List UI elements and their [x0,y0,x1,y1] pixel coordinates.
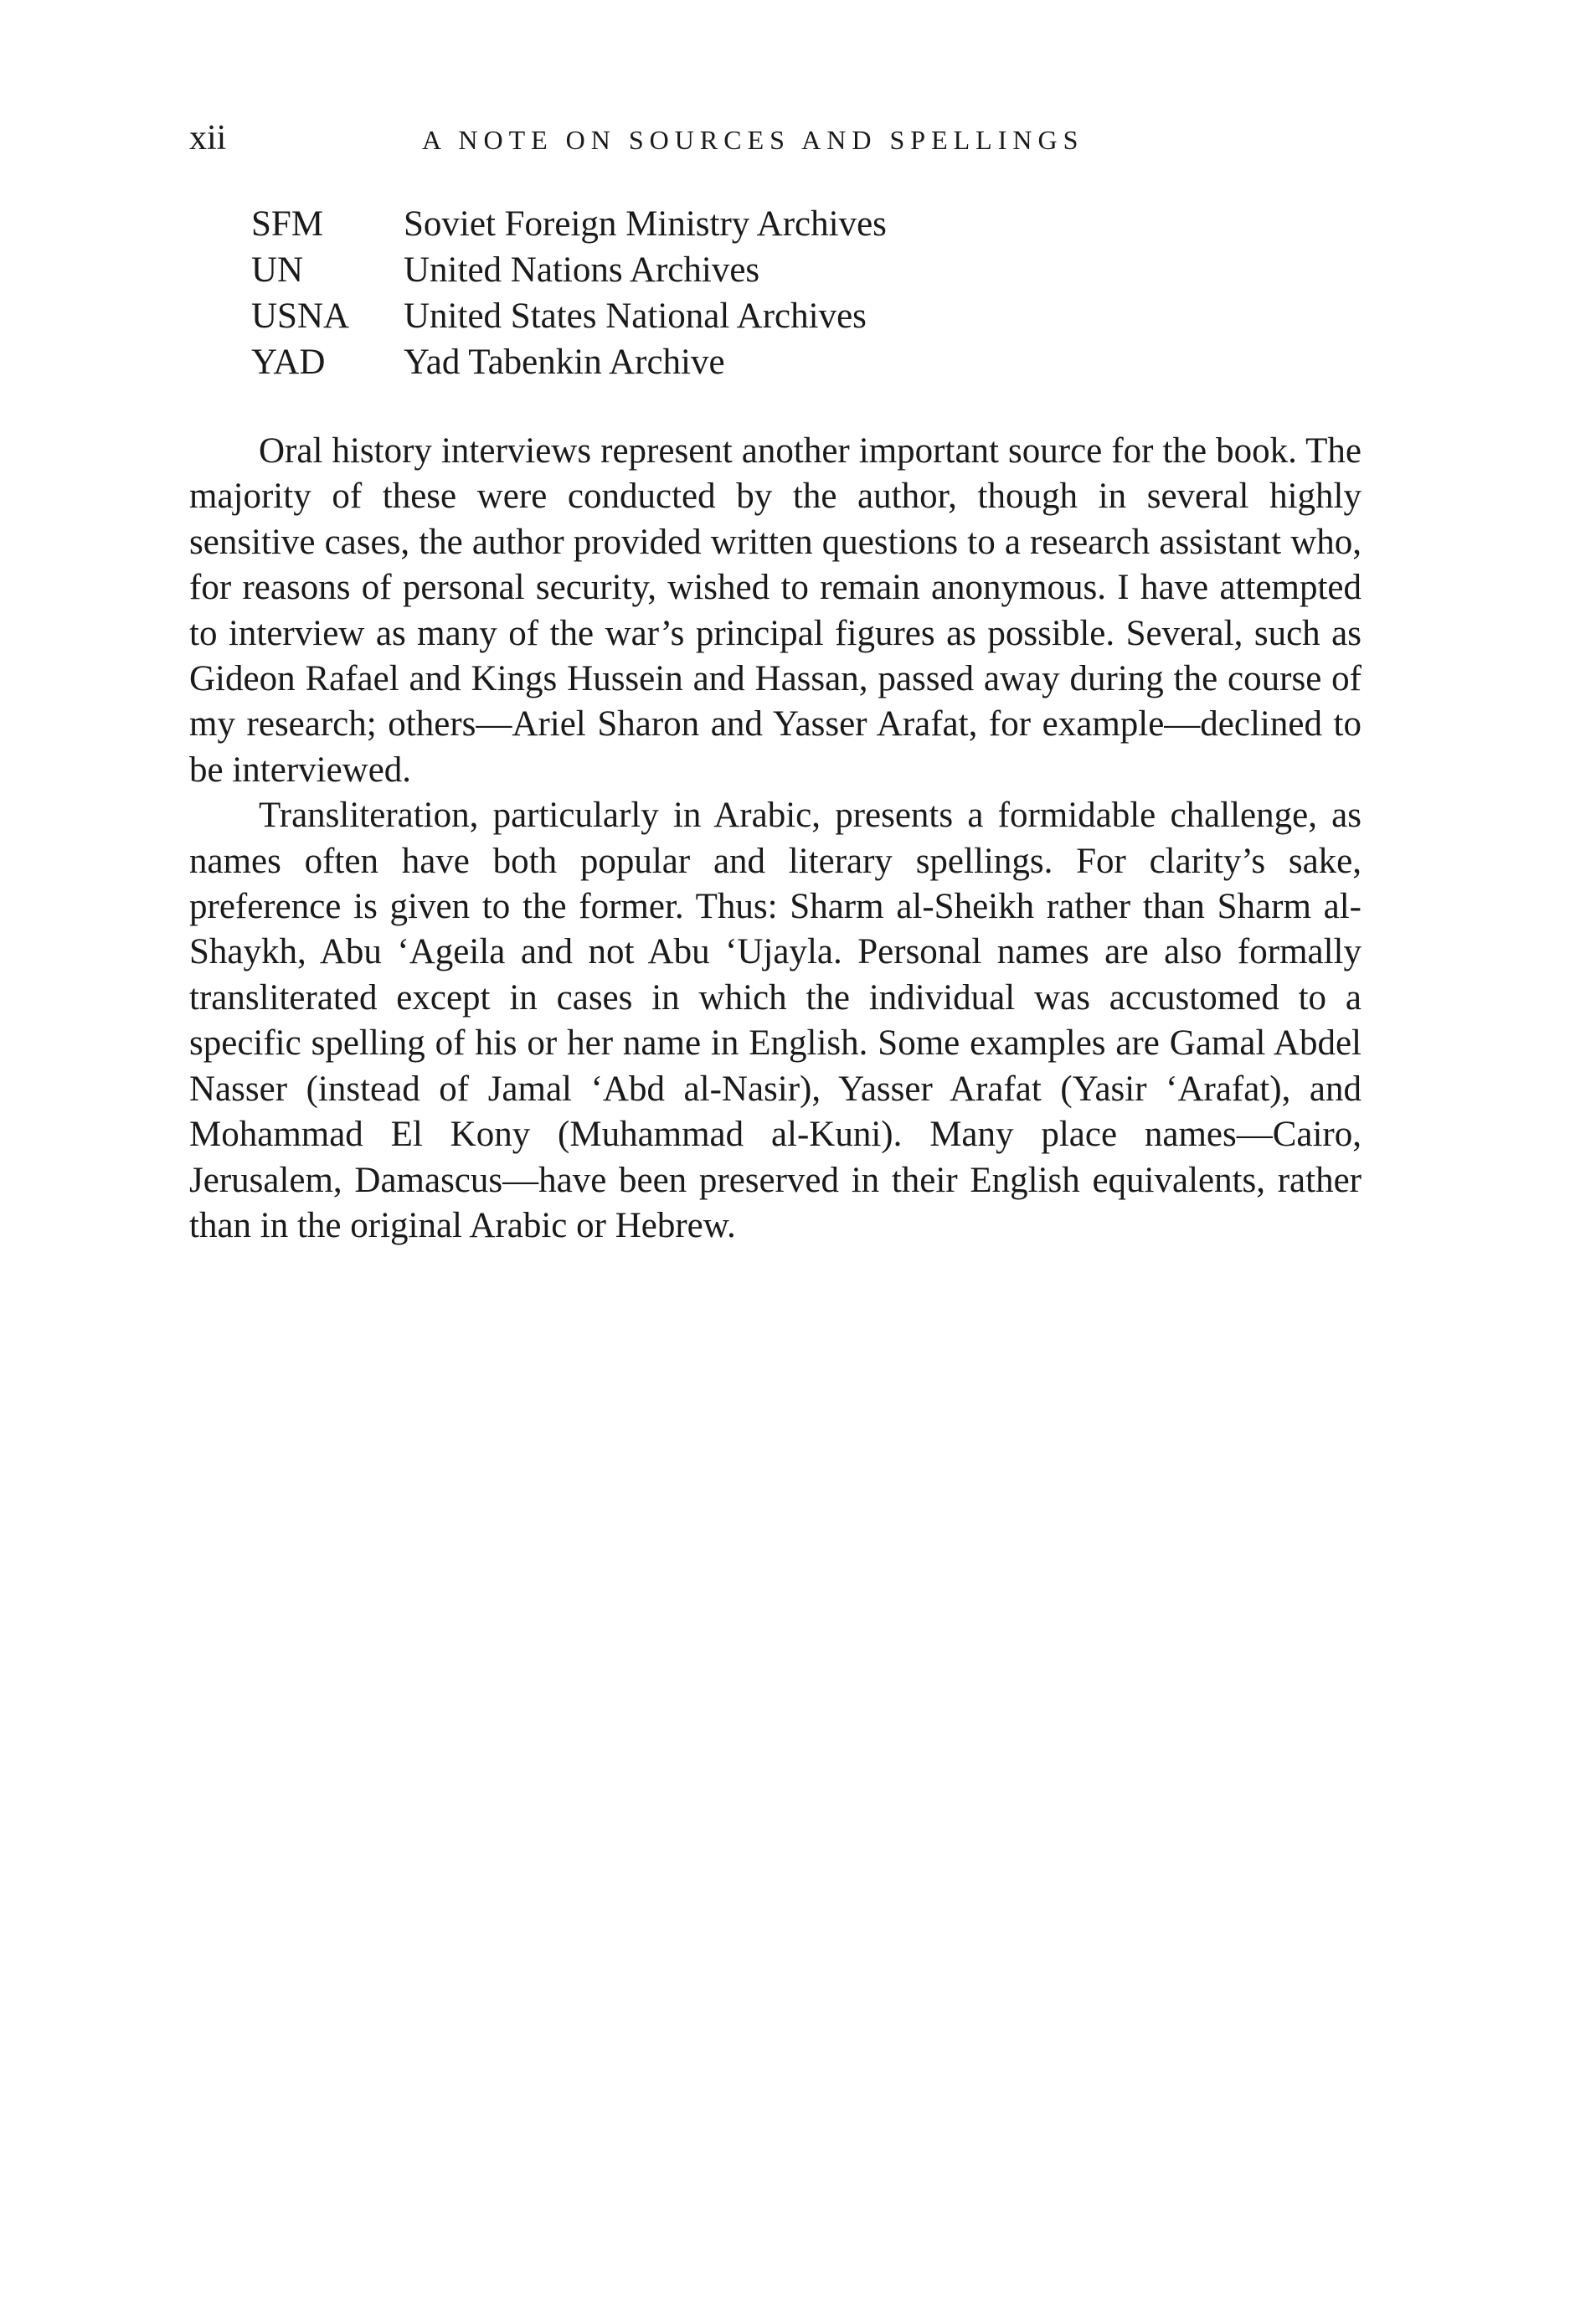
abbreviation-code: YAD [251,343,326,382]
abbreviation-description: Soviet Foreign Ministry Archives [404,204,887,244]
running-head [189,116,1437,166]
abbreviation-description: United States National Archives [404,296,867,336]
abbreviation-row [251,293,887,339]
abbreviation-description: Yad Tabenkin Archive [404,343,725,382]
page-number: xii [189,119,227,157]
abbreviation-list [251,201,887,385]
paragraph-oral-history: Oral history interviews represent another important source for the book. The majority of these were conducted by the author, though in several highly sensitive cases, the author provided written questions to a research assistant who, for reasons of personal security, wished to remain anonymous. I have attempted to interview as many of the war’s principal figures as possible. Several, such as Gideon Rafael and Kings Hussein and Hassan, passed away during the course of my research; others—Ariel Sharon and Yasser Arafat, for example—declined to be interviewed. [189,431,1362,790]
abbreviation-row [251,247,887,293]
abbreviation-code: SFM [251,204,324,244]
body-text [189,429,1362,1249]
abbreviation-description: United Nations Archives [404,250,760,290]
abbreviation-row [251,339,887,385]
abbreviation-code: UN [251,250,304,290]
paragraph-transliteration: Transliteration, particularly in Arabic, presents a formidable challenge, as names often have both popular and literary spellings. For clarity’s sake, preference is given to the former. Thus: Sharm al-Sheikh rather than Sharm al-Shaykh, Abu ‘Ageila and not Abu ‘Ujayla. Personal names are also formally transliterated except in cases in which the individual was accustomed to a specific spelling of his or her name in English. Some examples are Gamal Abdel Nasser (instead of Jamal ‘Abd al-Nasir), Yasser Arafat (Yasir ‘Arafat), and Mohammad El Kony (Muhammad al-Kuni). Many place names—Cairo, Jerusalem, Damascus—have been preserved in their English equivalents, rather than in the original Arabic or Hebrew. [189,796,1362,1245]
abbreviation-code: USNA [251,296,350,336]
running-title: A NOTE ON SOURCES AND SPELLINGS [422,125,1084,155]
abbreviation-row [251,201,887,247]
